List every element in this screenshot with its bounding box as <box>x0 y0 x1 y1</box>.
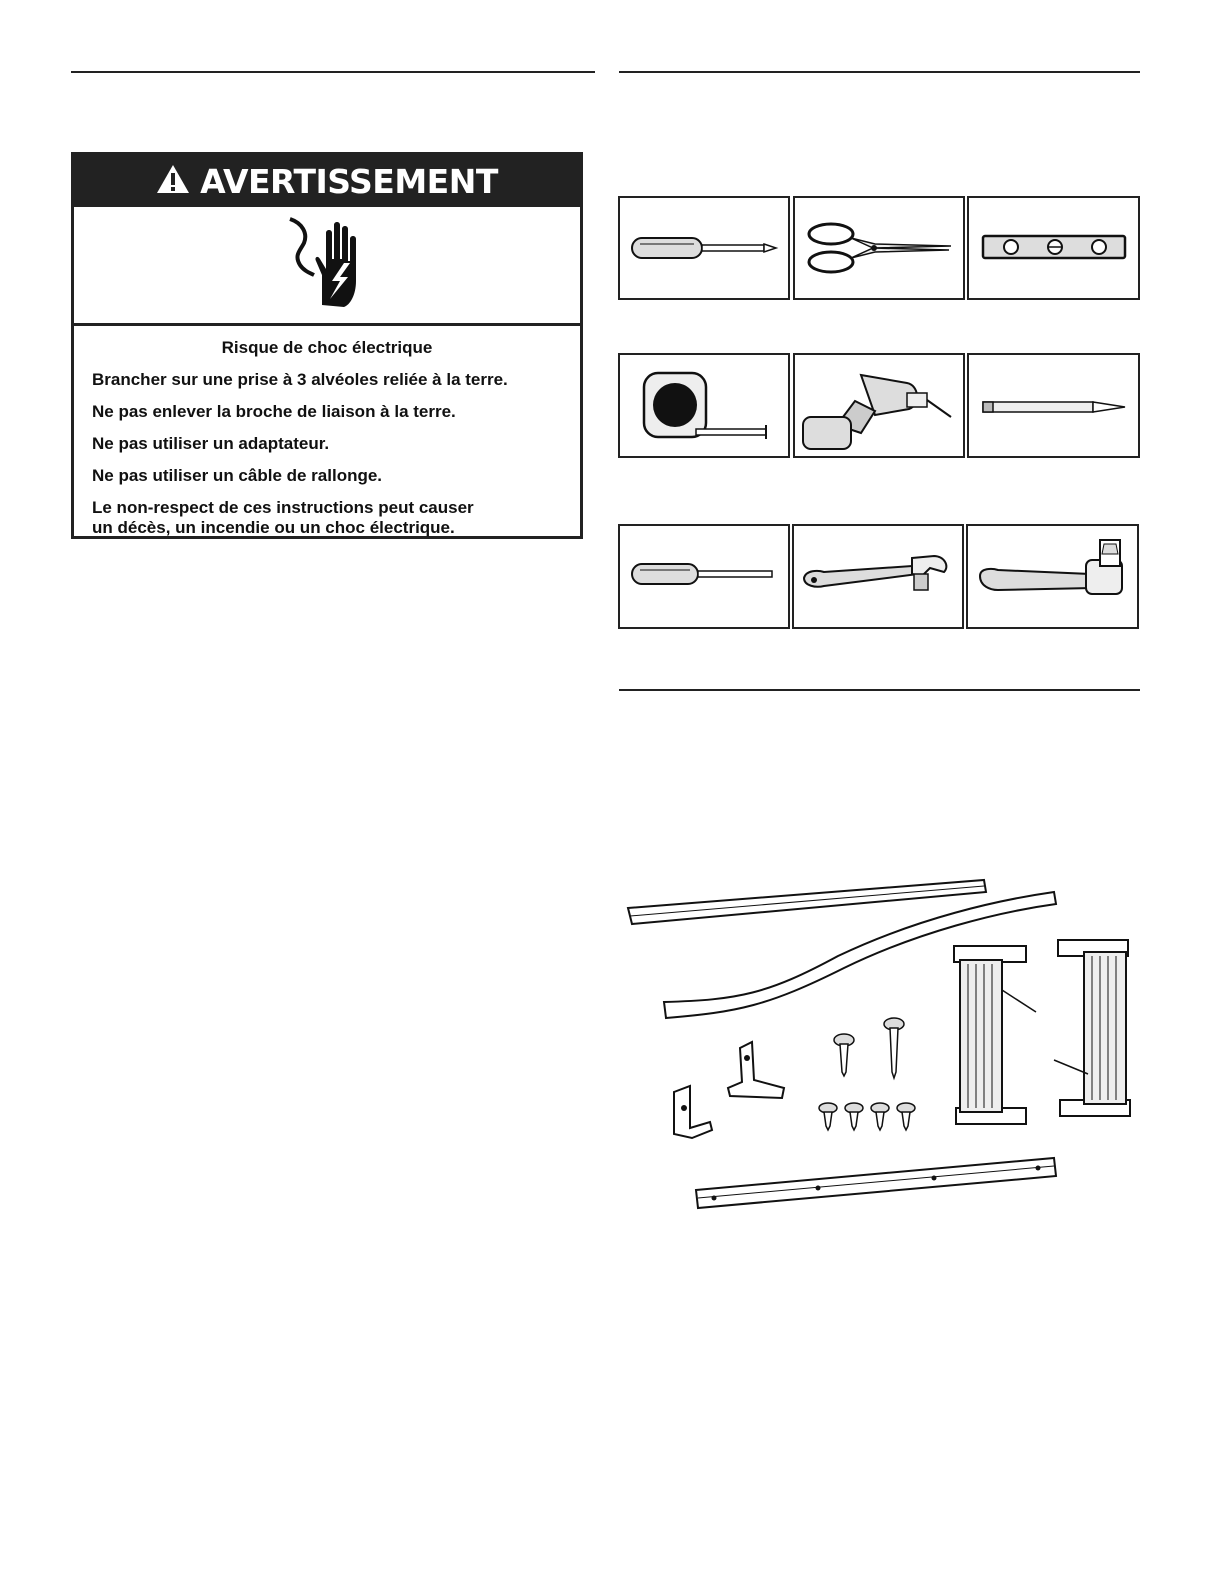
scissors-icon <box>795 198 963 298</box>
warning-header <box>74 155 580 207</box>
warning-line-extension-cord: Ne pas utiliser un câble de rallonge. <box>92 466 383 485</box>
tool-scissors <box>793 196 965 300</box>
tool-flat-screwdriver <box>618 524 790 629</box>
tool-adjustable-wrench <box>792 524 964 629</box>
electric-shock-hand-icon <box>282 215 372 316</box>
phillips-screwdriver-icon <box>620 198 788 298</box>
flat-screwdriver-icon <box>620 526 788 627</box>
warning-line-ground-outlet: Brancher sur une prise à 3 alvéoles reliée à la terre. <box>92 370 508 389</box>
pencil-icon <box>969 355 1138 456</box>
adjustable-wrench-icon <box>794 526 962 627</box>
right-column-mid-rule <box>619 689 1140 691</box>
warning-consequence-line-1: Le non-respect de ces instructions peut causer <box>92 498 474 517</box>
l-bracket-part <box>674 1086 712 1138</box>
drill-icon <box>795 355 963 456</box>
angle-bracket-part <box>728 1042 784 1098</box>
warning-triangle-icon <box>156 164 190 199</box>
tool-drill <box>793 353 965 458</box>
right-column-top-rule <box>619 71 1140 73</box>
tool-level <box>967 196 1140 300</box>
right-side-panel-part <box>1054 940 1130 1116</box>
bottom-rail-part <box>696 1158 1056 1208</box>
risk-title: Risque de choc électrique <box>221 338 433 357</box>
tape-measure-icon <box>620 355 788 456</box>
warning-title: AVERTISSEMENT <box>200 161 498 201</box>
warning-line-ground-prong: Ne pas enlever la broche de liaison à la terre. <box>92 402 456 421</box>
parts-illustration <box>618 860 1140 1220</box>
top-rail-part <box>628 880 986 924</box>
warning-consequence-line-2: un décès, un incendie ou un choc électrique. <box>92 518 455 537</box>
tool-socket-wrench <box>966 524 1139 629</box>
level-icon <box>969 198 1138 298</box>
left-side-panel-part <box>954 946 1036 1124</box>
tool-phillips-screwdriver <box>618 196 790 300</box>
warning-body <box>74 326 580 538</box>
hazard-icon-area <box>74 207 580 326</box>
warning-line-adapter: Ne pas utiliser un adaptateur. <box>92 434 330 453</box>
socket-wrench-icon <box>968 526 1137 627</box>
tool-pencil <box>967 353 1140 458</box>
electrical-warning-box <box>71 152 583 539</box>
long-screws-part <box>834 1018 904 1078</box>
left-column-top-rule <box>71 71 595 73</box>
short-screws-part <box>819 1103 915 1130</box>
tool-tape-measure <box>618 353 790 458</box>
